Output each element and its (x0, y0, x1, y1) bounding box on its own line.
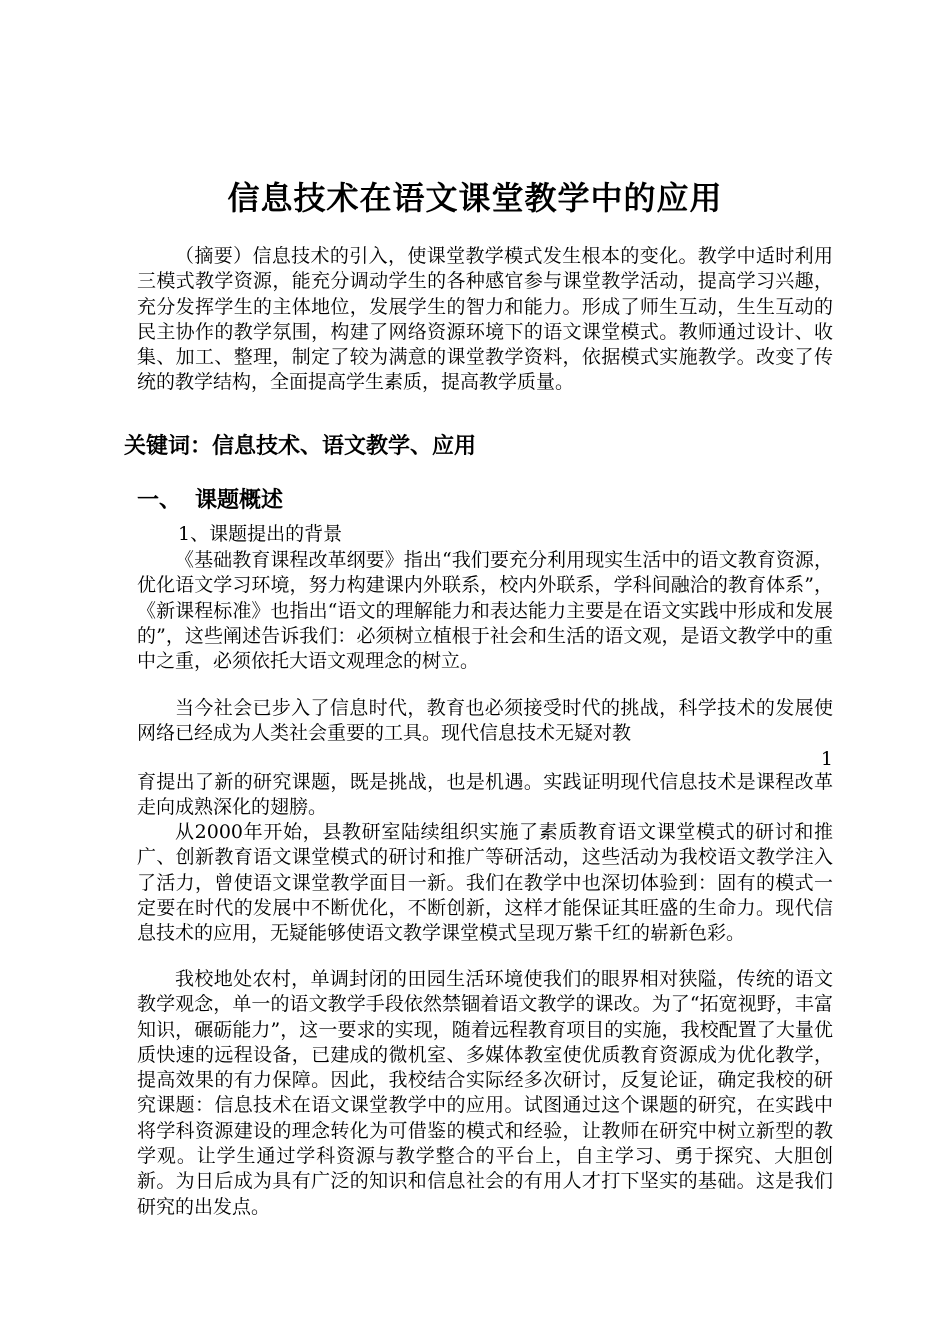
subsection-heading: 1、课题提出的背景 (178, 523, 343, 545)
section-heading (137, 486, 283, 516)
body-paragraph-3 (137, 820, 833, 946)
paragraph-text: 《基础教育课程改革纲要》指出“我们要充分利用现实生活中的语文教育资源，优化语文学习环境，努力构建课内外联系，校内外联系，学科间融洽的教育体系”，《新课程标准》也指出“语文的理解能力和表达能力主要是在语文实践中形成和发展的”，这些阐述告诉我们：必须树立植根于社会和生活的语文观，是语文教学中的重中之重，必须依托大语文观理念的树立。 (137, 549, 833, 673)
abstract-text: （摘要）信息技术的引入，使课堂教学模式发生根本的变化。教学中适时利用三模式教学资源，能充分调动学生的各种感官参与课堂教学活动，提高学习兴趣，充分发挥学生的主体地位，发展学生的智力和能力。形成了师生互动，生生互动的民主协作的教学氛围，构建了网络资源环境下的语文课堂模式。教师通过设计、收集、加工、整理，制定了较为满意的课堂教学资料，依据模式实施教学。改变了传统的教学结构，全面提高学生素质，提高教学质量。 (137, 245, 833, 394)
body-paragraph-4 (137, 967, 833, 1220)
paragraph-text: 育提出了新的研究课题，既是挑战，也是机遇。实践证明现代信息技术是课程改革走向成熟深化的翅膀。 (137, 771, 833, 819)
paragraph-text: 当今社会已步入了信息时代，教育也必须接受时代的挑战，科学技术的发展使网络已经成为人类社会重要的工具。现代信息技术无疑对教 (137, 697, 833, 745)
body-paragraph-2b (137, 770, 833, 821)
page-number: 1 (820, 748, 833, 770)
document-title: 信息技术在语文课堂教学中的应用 (227, 179, 723, 217)
body-paragraph-2a (137, 696, 833, 747)
paragraph-text: 从2000年开始，县教研室陆续组织实施了素质教育语文课堂模式的研讨和推广、创新教育语文课堂模式的研讨和推广等研活动，这些活动为我校语文教学注入了活力，曾使语文课堂教学面目一新。我们在教学中也深切体验到：固有的模式一定要在时代的发展中不断优化，不断创新，这样才能保证其旺盛的生命力。现代信息技术的应用，无疑能够使语文教学课堂模式呈现万紫千红的崭新色彩。 (137, 821, 833, 945)
abstract-paragraph (137, 244, 833, 396)
keywords-line: 关键词：信息技术、语文教学、应用 (124, 434, 477, 459)
body-paragraph-1 (137, 548, 833, 674)
section-number: 一、 (137, 488, 182, 513)
section-title: 课题概述 (195, 488, 284, 513)
paragraph-text: 我校地处农村，单调封闭的田园生活环境使我们的眼界相对狭隘，传统的语文教学观念，单一的语文教学手段依然禁锢着语文教学的课改。为了“拓宽视野，丰富知识，碾砺能力”，这一要求的实现，随着远程教育项目的实施，我校配置了大量优质快速的远程设备，已建成的微机室、多媒体教室使优质教育资源成为优化教学，提高效果的有力保障。因此，我校结合实际经多次研讨，反复论证，确定我校的研究课题：信息技术在语文课堂教学中的应用。试图通过这个课题的研究，在实践中将学科资源建设的理念转化为可借鉴的模式和经验，让教师在研究中树立新型的教学观。让学生通过学科资源与教学整合的平台上，自主学习、勇于探究、大胆创新。为日后成为具有广泛的知识和信息社会的有用人才打下坚实的基础。这是我们研究的出发点。 (137, 968, 833, 1218)
